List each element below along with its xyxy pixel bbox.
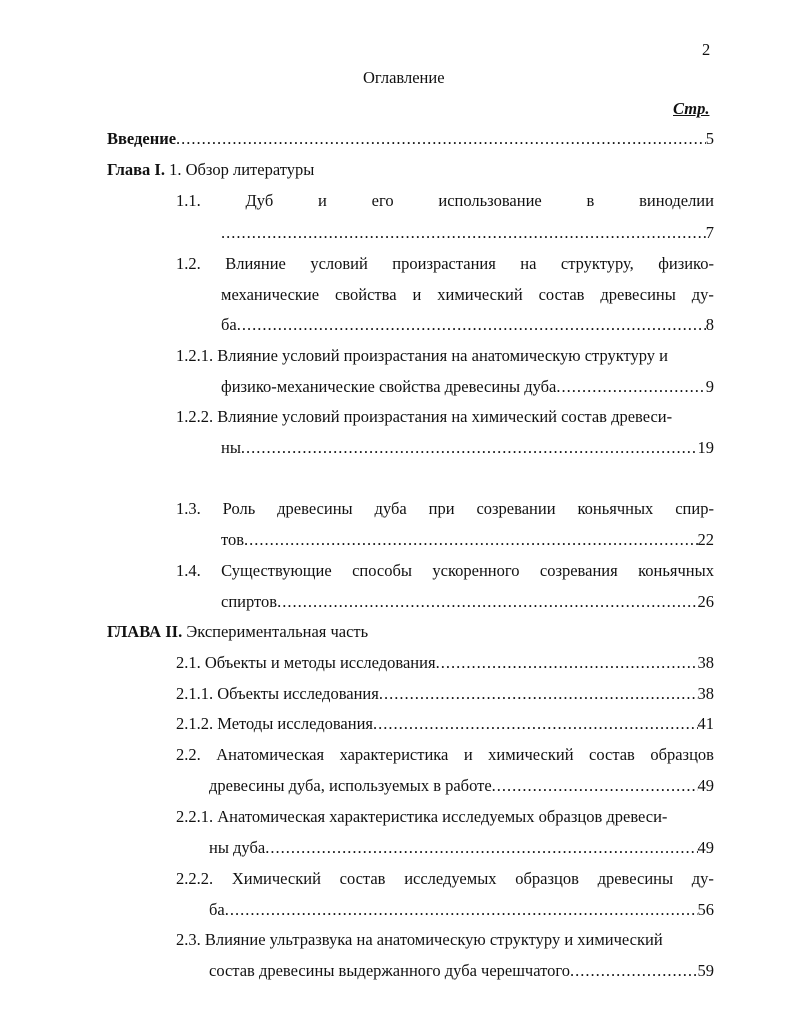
word: ду- bbox=[691, 285, 714, 304]
toc-tail: ба bbox=[221, 315, 237, 334]
toc-entry-2-2-1-line1 bbox=[176, 807, 667, 827]
word: образцов bbox=[650, 745, 714, 764]
page-title: Оглавление bbox=[363, 68, 445, 87]
word: Анатомическая bbox=[216, 745, 325, 764]
toc-page: 9 bbox=[705, 377, 714, 396]
toc-intro-label: Введение bbox=[107, 129, 177, 148]
word: созревании bbox=[476, 499, 556, 518]
word: физико- bbox=[658, 254, 714, 273]
word: древесины bbox=[600, 285, 676, 304]
leader-dots bbox=[492, 776, 698, 796]
word: химический bbox=[437, 285, 523, 304]
word: на bbox=[520, 254, 537, 273]
word: произрастания bbox=[392, 254, 496, 273]
toc-entry-1-3-line2 bbox=[221, 530, 714, 550]
word: способы bbox=[352, 561, 412, 580]
word: в bbox=[586, 191, 595, 210]
toc-entry-1-2-1-line2 bbox=[221, 377, 714, 397]
word: и bbox=[318, 191, 327, 210]
toc-page: 22 bbox=[697, 530, 714, 549]
leader-dots bbox=[265, 838, 697, 858]
chapter-2-title: Экспериментальная часть bbox=[186, 622, 369, 641]
toc-entry-1-2-line3 bbox=[221, 315, 714, 335]
word: коньячных bbox=[638, 561, 714, 580]
toc-page: 19 bbox=[697, 438, 714, 457]
word: спир- bbox=[675, 499, 714, 518]
toc-page: 59 bbox=[697, 961, 714, 980]
toc-entry-2-2-line1 bbox=[176, 745, 714, 765]
toc-entry-1-1-line2 bbox=[221, 223, 714, 243]
section-number: 1.1. bbox=[176, 191, 201, 210]
word: Химический bbox=[231, 869, 321, 888]
word: древесины bbox=[277, 499, 353, 518]
word: Влияние bbox=[225, 254, 286, 273]
word: виноделии bbox=[639, 191, 714, 210]
toc-entry-2-2-2-line2 bbox=[209, 900, 714, 920]
word: древесины bbox=[597, 869, 674, 888]
leader-dots bbox=[176, 129, 706, 149]
toc-chapter-1 bbox=[107, 160, 314, 180]
leader-dots bbox=[570, 961, 698, 981]
toc-entry-2-1 bbox=[176, 653, 714, 673]
toc-entry-2-3-line2 bbox=[209, 961, 714, 981]
word: образцов bbox=[515, 869, 579, 888]
toc-entry-2-2-1-line2 bbox=[209, 838, 714, 858]
leader-dots bbox=[436, 653, 698, 673]
toc-text: 2.1. Объекты и методы исследования bbox=[176, 653, 436, 672]
leader-dots bbox=[237, 315, 706, 335]
leader-dots bbox=[221, 223, 706, 243]
word: его bbox=[371, 191, 394, 210]
toc-text: Влияние условий произрастания на анатомическую структуру и bbox=[217, 346, 669, 365]
toc-entry-1-2-2-line2 bbox=[221, 438, 714, 458]
toc-page: 49 bbox=[697, 838, 714, 857]
toc-entry-1-3-line1 bbox=[176, 499, 714, 519]
section-number: 1.4. bbox=[176, 561, 201, 580]
toc-entry-1-2-line2 bbox=[221, 285, 714, 305]
word: структуру, bbox=[560, 254, 634, 273]
toc-tail: ба bbox=[209, 900, 225, 919]
word: дуба bbox=[374, 499, 407, 518]
word: и bbox=[463, 745, 473, 764]
toc-entry-1-2-1-line1 bbox=[176, 346, 714, 366]
toc-chapter-2 bbox=[107, 622, 368, 642]
word: механические bbox=[221, 285, 320, 304]
toc-tail: ны bbox=[221, 438, 241, 457]
toc-entry-2-3-line1 bbox=[176, 930, 663, 950]
toc-tail: ны дуба bbox=[209, 838, 266, 857]
word: созревания bbox=[539, 561, 618, 580]
word: состав bbox=[339, 869, 386, 888]
chapter-1-prefix: Глава I. bbox=[107, 160, 165, 179]
toc-entry-1-1-line1 bbox=[176, 191, 714, 211]
chapter-1-title: 1. Обзор литературы bbox=[169, 160, 315, 179]
section-number: 1.2. bbox=[176, 254, 201, 273]
word: состав bbox=[538, 285, 585, 304]
leader-dots bbox=[373, 714, 697, 734]
toc-entry-1-2-2-line1 bbox=[176, 407, 716, 427]
toc-entry-2-2-line2 bbox=[209, 776, 714, 796]
toc-page: 56 bbox=[697, 900, 714, 919]
section-number: 2.2. bbox=[176, 745, 201, 764]
toc-tail: тов bbox=[221, 530, 245, 549]
toc-text: 2.3. Влияние ультразвука на анатомическую структуру и химический bbox=[176, 930, 663, 949]
word: ускоренного bbox=[432, 561, 520, 580]
toc-page: 7 bbox=[705, 223, 714, 242]
leader-dots bbox=[225, 900, 698, 920]
page-number: 2 bbox=[702, 40, 711, 59]
toc-entry-1-4-line2 bbox=[221, 592, 714, 612]
word: использование bbox=[438, 191, 542, 210]
toc-entry-1-4-line1 bbox=[176, 561, 714, 581]
toc-tail: состав древесины выдержанного дуба черешчатого bbox=[209, 961, 570, 980]
leader-dots bbox=[244, 530, 697, 550]
toc-page: 49 bbox=[697, 776, 714, 795]
toc-entry-intro bbox=[107, 129, 714, 149]
word: исследуемых bbox=[404, 869, 497, 888]
section-number: 1.3. bbox=[176, 499, 201, 518]
word: состав bbox=[589, 745, 635, 764]
toc-text: 2.1.1. Объекты исследования bbox=[176, 684, 379, 703]
toc-entry-2-2-2-line1 bbox=[176, 869, 714, 889]
toc-tail: древесины дуба, используемых в работе bbox=[209, 776, 492, 795]
toc-tail: физико-механические свойства древесины дуба bbox=[221, 377, 557, 396]
word: условий bbox=[310, 254, 368, 273]
word: и bbox=[412, 285, 422, 304]
section-number: 1.2.2. bbox=[176, 407, 214, 426]
toc-entry-2-1-1 bbox=[176, 684, 714, 704]
word: Роль bbox=[222, 499, 256, 518]
toc-page: 26 bbox=[697, 592, 714, 611]
leader-dots bbox=[556, 377, 705, 397]
toc-text: 2.1.2. Методы исследования bbox=[176, 714, 374, 733]
word: Дуб bbox=[245, 191, 274, 210]
toc-page: 41 bbox=[697, 714, 714, 733]
word: при bbox=[428, 499, 455, 518]
toc-intro-page: 5 bbox=[705, 129, 714, 148]
word: характеристика bbox=[339, 745, 449, 764]
toc-text: 2.2.1. Анатомическая характеристика исследуемых образцов древеси- bbox=[176, 807, 668, 826]
toc-page: 8 bbox=[705, 315, 714, 334]
word: коньячных bbox=[577, 499, 654, 518]
word: Существующие bbox=[221, 561, 332, 580]
page-column-label: Стр. bbox=[673, 99, 710, 118]
leader-dots bbox=[379, 684, 698, 704]
chapter-2-prefix: ГЛАВА II. bbox=[107, 622, 183, 641]
toc-entry-2-1-2 bbox=[176, 714, 714, 734]
toc-text: Влияние условий произрастания на химический состав древеси- bbox=[217, 407, 673, 426]
section-number: 1.2.1. bbox=[176, 346, 214, 365]
toc-tail: спиртов bbox=[221, 592, 278, 611]
toc-page: 38 bbox=[697, 684, 714, 703]
section-number: 2.2.2. bbox=[176, 869, 214, 888]
leader-dots bbox=[277, 592, 697, 612]
word: химический bbox=[488, 745, 574, 764]
word: свойства bbox=[335, 285, 397, 304]
word: ду- bbox=[691, 869, 714, 888]
toc-entry-1-2-line1 bbox=[176, 254, 714, 274]
leader-dots bbox=[241, 438, 698, 458]
toc-page: 38 bbox=[697, 653, 714, 672]
